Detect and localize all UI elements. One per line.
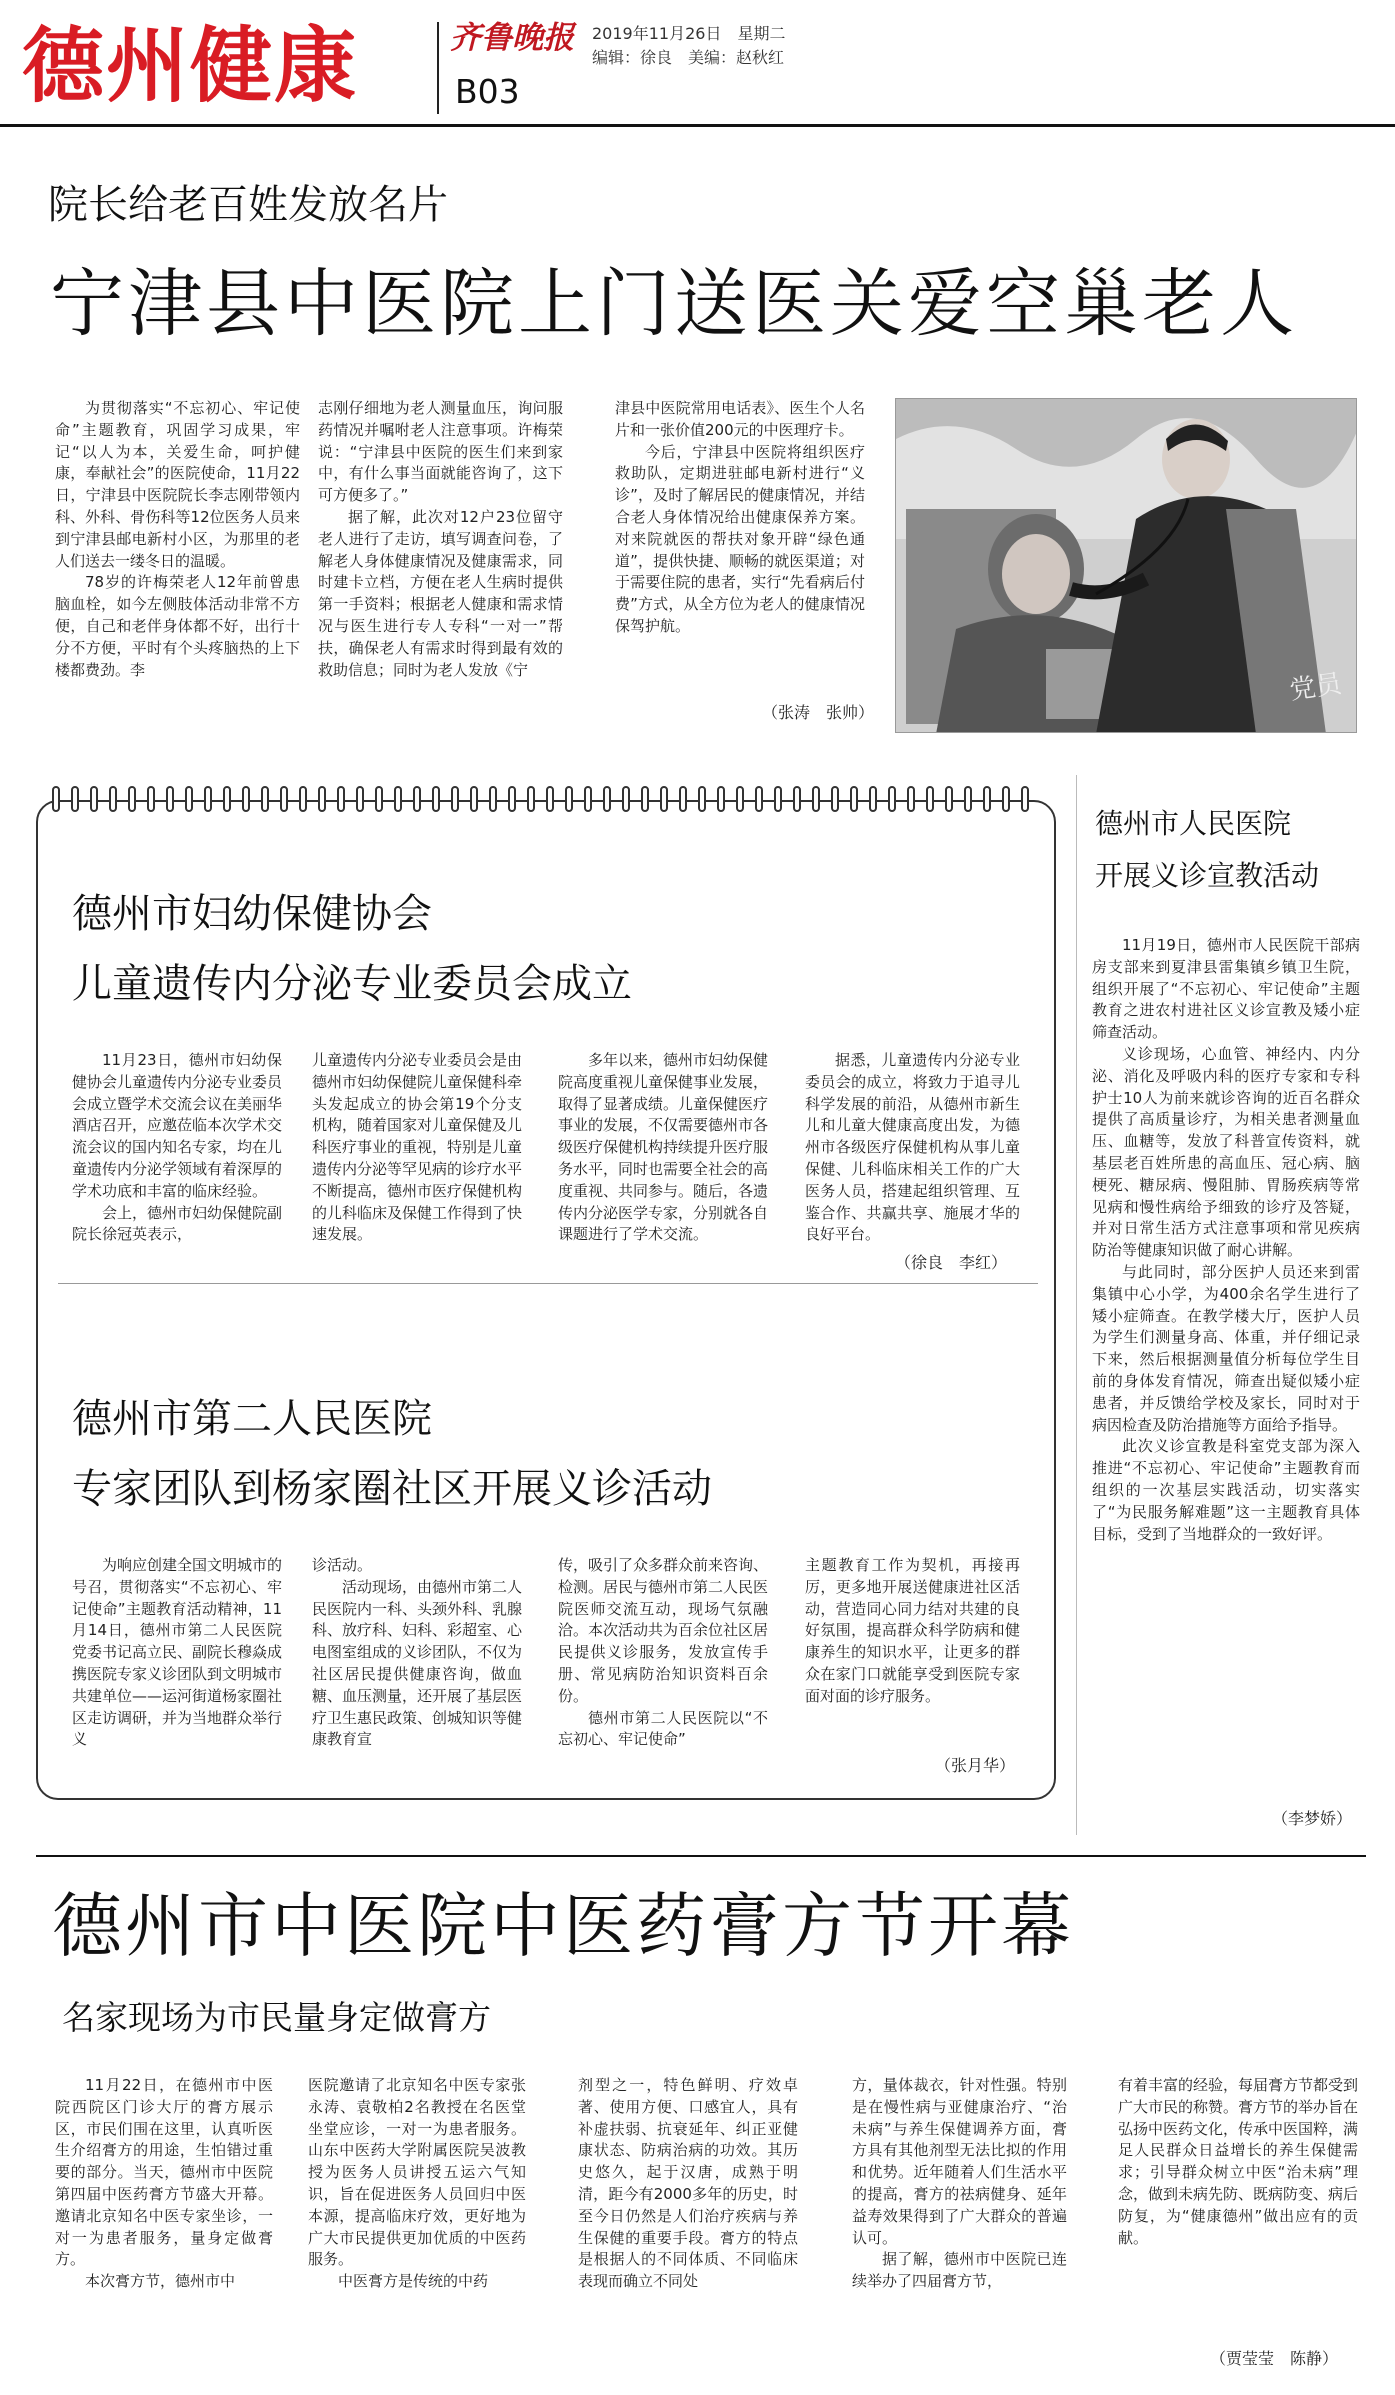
notebook-ring [888,786,896,812]
paper-logo: 齐鲁晚报 [450,20,574,56]
party-member-badge: 党员 [1287,668,1344,706]
notebook-ring [71,786,79,812]
paragraph: 11月19日，德州市人民医院干部病房支部来到夏津县雷集镇乡镇卫生院，组织开展了“不忘初心、牢记使命”主题教育之进农村进社区义诊宣教及矮小症筛查活动。 [1092,936,1360,1042]
article3-headline-line2: 专家团队到杨家圈社区开展义诊活动 [72,1466,712,1512]
editor-line: 编辑：徐良 美编：赵秋红 [592,48,785,67]
notebook-ring [204,786,212,812]
paragraph: 医院邀请了北京知名中医专家张永涛、袁敬柏2名教授在名医堂坐堂应诊，一对一为患者服务。山东中医药大学附属医院吴波教授为医务人员讲授五运六气知识，旨在促进医务人员回归中医本源，提高临床疗效，更好地为广大市民提供更加优质的中医药服务。 [308,2076,526,2269]
notebook-ring [869,786,877,812]
notebook-ring [166,786,174,812]
article1-column-3 [615,398,865,638]
notebook-ring [527,786,535,812]
article4-body [1092,935,1360,1545]
paragraph: 主题教育工作为契机，再接再厉，更多地开展送健康进社区活动，营造同心同力结对共建的良好氛围，提高群众科学防病和健康养生的知识水平，让更多的群众在家门口就能享受到医院专家面对面的诊疗服务。 [805,1556,1020,1705]
notebook-ring [698,786,706,812]
notebook-ring [375,786,383,812]
paragraph: 为贯彻落实“不忘初心、牢记使命”主题教育，巩固学习成果，牢记“以人为本，关爱生命，呵护健康，奉献社会”的医院使命，11月22日，宁津县中医院院长李志刚带领内科、外科、骨伤科等12位医务人员来到宁津县邮电新村小区，为那里的老人们送去一缕冬日的温暖。 [55,399,300,570]
doctor-visit-illustration [896,399,1357,733]
notebook-ring [679,786,687,812]
notebook-ring [793,786,801,812]
article3-column-2 [312,1555,522,1751]
notebook-ring [413,786,421,812]
notebook-ring [945,786,953,812]
notebook-ring [337,786,345,812]
article2-byline: （徐良 李红） [895,1253,1008,1272]
paragraph: 中医膏方是传统的中药 [338,2272,489,2291]
notebook-ring [736,786,744,812]
article4-byline: （李梦娇） [1272,1809,1353,1828]
section-rule [36,1855,1366,1857]
notebook-ring [755,786,763,812]
notebook-ring [565,786,573,812]
article5-column-4 [852,2075,1067,2293]
notebook-ring [223,786,231,812]
article5-column-3 [578,2075,798,2293]
paragraph: 据了解，德州市中医院已连续举办了四届膏方节， [852,2250,1067,2291]
paragraph: 会上，德州市妇幼保健院副院长徐冠英表示， [72,1203,283,1244]
paragraph: 活动现场，由德州市第二人民医院内一科、头颈外科、乳腺科、放疗科、妇科、彩超室、心电图室组成的义诊团队，不仅为社区居民提供健康咨询，做血糖、血压测量，还开展了基层医疗卫生惠民政策、创城知识等健康教育宣 [312,1577,523,1749]
article1-column-1 [55,398,300,681]
notebook-ring [185,786,193,812]
notebook-ring [52,786,60,812]
notebook-ring [489,786,497,812]
notebook-ring [299,786,307,812]
paragraph: 据了解，此次对12户23位留守老人进行了走访，填写调查问卷，了解老人身体健康情况及健康需求，同时建卡立档，方便在老人生病时提供第一手资料；根据老人健康和需求情况与医生进行专人专科“一对一”帮扶，确保老人有需求时得到最有效的救助信息；同时为老人发放《宁 [318,507,563,679]
paragraph: 诊活动。 [312,1556,373,1574]
article3-column-1 [72,1555,282,1751]
notebook-ring [356,786,364,812]
paragraph: 11月22日，在德州市中医院西院区门诊大厅的膏方展示区，市民们围在这里，认真听医生介绍膏方的用途，生怕错过重要的部分。当天，德州市中医院第四届中医药膏方节盛大开幕。邀请北京知名中医专家坐诊，一对一为患者服务，量身定做膏方。 [55,2076,273,2269]
article2-column-4 [805,1050,1020,1246]
notebook-ring [546,786,554,812]
article2-headline-line1: 德州市妇幼保健协会 [72,891,432,937]
notebook-ring [660,786,668,812]
paragraph: 与此同时，部分医护人员还来到雷集镇中心小学，为400余名学生进行了矮小症筛查。在教学楼大厅，医护人员为学生们测量身高、体重，并仔细记录下来，然后根据测量值分析每位学生目前的身体发育情况，筛查出疑似矮小症患者，并反馈给学校及家长，同时对于病因检查及防治措施等方面给予指导。 [1092,1262,1360,1434]
article4-headline [1095,798,1385,902]
article1-column-2 [318,398,563,681]
paragraph: 德州市第二人民医院以“不忘初心、牢记使命” [558,1708,768,1749]
notebook-ring [926,786,934,812]
notebook-ring [128,786,136,812]
notebook-ring [983,786,991,812]
paragraph: 多年以来，德州市妇幼保健院高度重视儿童保健事业发展，取得了显著成绩。儿童保健医疗事业的发展，不仅需要德州市各级医疗保健机构持续提升医疗服务水平，同时也需要全社会的高度重视、共同参与。随后，各遗传内分泌医学专家，分别就各自课题进行了学术交流。 [558,1051,769,1244]
masthead-meta [592,22,992,70]
paragraph: 津县中医院常用电话表》、医生个人名片和一张价值200元的中医理疗卡。 [615,399,865,439]
article3-headline-line1: 德州市第二人民医院 [72,1396,432,1442]
article5-byline: （贾莹莹 陈静） [1210,2349,1339,2368]
notebook-ring [109,786,117,812]
notebook-ring [622,786,630,812]
notebook-ring [508,786,516,812]
article5-column-1 [55,2075,273,2293]
notebook-ring [831,786,839,812]
notebook-ring [470,786,478,812]
page-number: B03 [455,72,520,111]
notebook-ring [261,786,269,812]
notebook-ring [774,786,782,812]
article5-subheadline: 名家现场为市民量身定做膏方 [62,1998,491,2037]
article1-photo [895,398,1357,733]
column-divider [1076,775,1077,1835]
article2-column-2 [312,1050,522,1246]
paragraph: 方，量体裁衣，针对性强。特别是在慢性病与亚健康治疗、“治未病”与养生保健调养方面，膏方具有其他剂型无法比拟的作用和优势。近年随着人们生活水平的提高，膏方的祛病健身、延年益寿效果得到了广大群众的普遍认可。 [852,2076,1067,2247]
paragraph: 有着丰富的经验，每届膏方节都受到广大市民的称赞。膏方节的举办旨在弘扬中医药文化，传承中医国粹，满足人民群众日益增长的养生保健需求；引导群众树立中医“治未病”理念，做到未病先防、既病防变、病后防复，为“健康德州”做出应有的贡献。 [1118,2076,1359,2247]
article5-column-5 [1118,2075,1358,2249]
article1-kicker: 院长给老百姓发放名片 [48,182,448,228]
paragraph: 志刚仔细地为老人测量血压，询问服药情况并嘱咐老人注意事项。许梅荣说：“宁津县中医院的医生们来到家中，有什么事当面就能咨询了，这下可方便多了。” [318,399,563,505]
notebook-ring [584,786,592,812]
notebook-ring [1002,786,1010,812]
article1-headline: 宁津县中医院上门送医关爱空巢老人 [50,261,1298,347]
notebook-ring [641,786,649,812]
notebook-ring [147,786,155,812]
article1-byline: （张涛 张帅） [762,703,875,722]
notebook-ring [907,786,915,812]
paragraph: 传，吸引了众多群众前来咨询、检测。居民与德州市第二人民医院医师交流互动，现场气氛融洽。本次活动共为百余位社区居民提供义诊服务，发放宣传手册、常见病防治知识资料百余份。 [558,1556,769,1705]
date-line: 2019年11月26日 星期二 [592,24,786,43]
paragraph: 今后，宁津县中医院将组织医疗救助队，定期进驻邮电新村进行“义诊”，及时了解居民的健康情况，并结合老人身体情况给出健康保养方案。对来院就医的帮扶对象开辟“绿色通道”，提供快捷、顺畅的就医渠道；对于需要住院的患者，实行“先看病后付费”方式，从全方位为老人的健康情况保驾护航。 [615,442,865,635]
article3-column-3 [558,1555,768,1751]
section-title: 德州健康 [22,18,359,114]
inner-divider [58,1283,1038,1284]
article3-byline: （张月华） [935,1756,1016,1775]
article4-headline-line1: 德州市人民医院 [1095,807,1292,840]
paragraph: 儿童遗传内分泌专业委员会是由德州市妇幼保健院儿童保健科牵头发起成立的协会第19个分支机构，随着国家对儿童保健及儿科医疗事业的重视，特别是儿童遗传内分泌等罕见病的诊疗水平不断提高，德州市医疗保健机构的儿科临床及保健工作得到了快速发展。 [312,1051,523,1244]
notebook-ring [280,786,288,812]
paragraph: 剂型之一，特色鲜明、疗效卓著、使用方便、口感宜人，具有补虚扶弱、抗衰延年、纠正亚健康状态、防病治病的功效。其历史悠久，起于汉唐，成熟于明清，距今有2000多年的历史，时至今日仍然是人们治疗疾病与养生保健的重要手段。膏方的特点是根据人的不同体质、不同临床表现而确立不同处 [578,2076,798,2291]
article2-column-1 [72,1050,282,1246]
notebook-ring [717,786,725,812]
paragraph: 为响应创建全国文明城市的号召，贯彻落实“不忘初心、牢记使命”主题教育活动精神，11月14日，德州市第二人民医院党委书记高立民、副院长穆焱成携医院专家义诊团队到文明城市共建单位——运河街道杨家圈社区走访调研，并为当地群众举行义 [72,1556,283,1749]
notebook-ring [451,786,459,812]
article2-headline-line2: 儿童遗传内分泌专业委员会成立 [72,961,632,1007]
notebook-ring [812,786,820,812]
notebook-ring [1021,786,1029,812]
article5-headline: 德州市中医院中医药膏方节开幕 [52,1885,1074,1967]
paragraph: 据悉，儿童遗传内分泌专业委员会的成立，将致力于追寻儿科学发展的前沿，从德州市新生儿和儿童大健康高度出发，为德州市各级医疗保健机构从事儿童保健、儿科临床相关工作的广大医务人员，搭建起组织管理、互鉴合作、共赢共享、施展才华的良好平台。 [805,1051,1020,1244]
notebook-ring [964,786,972,812]
notebook-ring [603,786,611,812]
masthead-divider [437,22,439,114]
notebook-ring [242,786,250,812]
notebook-ring [90,786,98,812]
article4-headline-line2: 开展义诊宣教活动 [1095,859,1320,892]
notebook-ring [394,786,402,812]
notebook-ring [318,786,326,812]
article5-column-2 [308,2075,526,2293]
paragraph: 11月23日，德州市妇幼保健协会儿童遗传内分泌专业委员会成立暨学术交流会议在美丽华酒店召开，应邀莅临本次学术交流会议的国内知名专家，均在儿童遗传内分泌学领域有着深厚的学术功底和丰富的临床经验。 [72,1051,283,1200]
notebook-ring [850,786,858,812]
notebook-ring [432,786,440,812]
paragraph: 义诊现场，心血管、神经内、内分泌、消化及呼吸内科的医疗专家和专科护士10人为前来就诊咨询的近百名群众提供了高质量诊疗，为相关患者测量血压、血糖等，发放了科普宣传资料，就基层老百姓所患的高血压、冠心病、脑梗死、糖尿病、慢阻肺、胃肠疾病等常见病和慢性病给予细致的诊疗及答疑，并对日常生活方式注意事项和常见疾病防治等健康知识做了耐心讲解。 [1092,1044,1360,1260]
paragraph: 此次义诊宣教是科室党支部为深入推进“不忘初心、牢记使命”主题教育而组织的一次基层实践活动，切实落实了“为民服务解难题”这一主题教育具体目标，受到了当地群众的一致好评。 [1092,1437,1360,1543]
article2-column-3 [558,1050,768,1246]
article3-column-4 [805,1555,1020,1708]
masthead-rule [0,124,1395,127]
paragraph: 78岁的许梅荣老人12年前曾患脑血栓，如今左侧肢体活动非常不方便，自己和老伴身体都不好，出行十分不方便，平时有个头疼脑热的上下楼都费劲。李 [55,573,300,679]
paragraph: 本次膏方节，德州市中 [85,2272,236,2291]
